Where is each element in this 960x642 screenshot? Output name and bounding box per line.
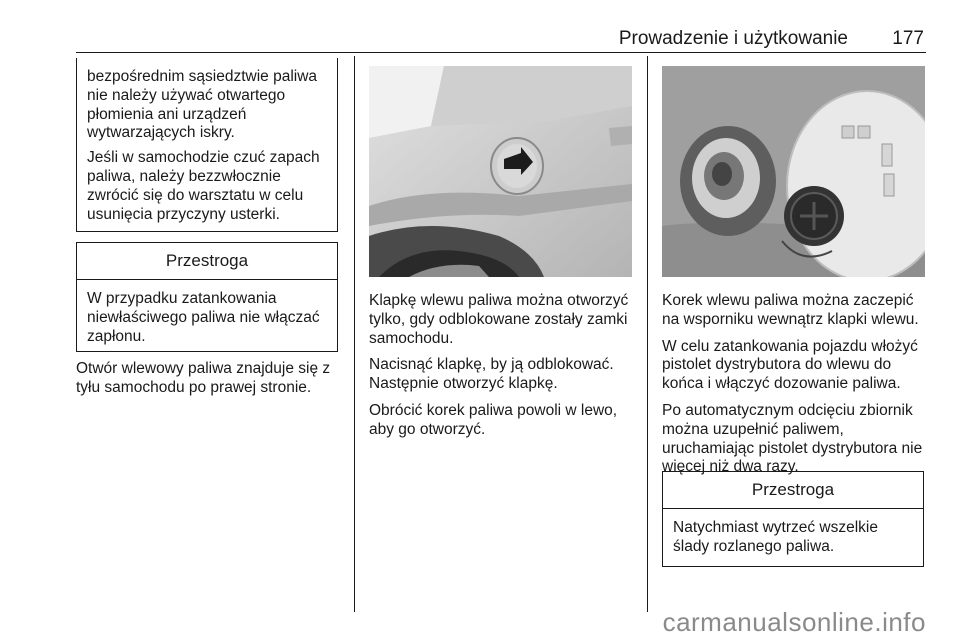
body-paragraph: Korek wlewu paliwa można zaczepić na wsporniku wewnątrz klapki wlewu.	[662, 292, 919, 328]
body-paragraph: W celu zatankowania pojazdu włożyć pistolet dystrybutora do wlewu do końca i włączyć dozowanie paliwa.	[662, 337, 918, 393]
column-divider	[354, 56, 355, 612]
caution-box-title: Przestroga	[663, 472, 923, 509]
caution-box-title: Przestroga	[77, 243, 337, 280]
body-paragraph: Otwór wlewowy paliwa znajduje się z tyłu samochodu po prawej stronie.	[76, 360, 331, 396]
car-rear-illustration	[369, 66, 632, 277]
warning-paragraph: bezpośrednim sąsiedztwie paliwa nie należy używać otwartego płomienia ani urządzeń wytwarzających iskry.	[87, 68, 318, 142]
watermark-text: carmanualsonline.info	[662, 607, 926, 637]
caution-box-text: Natychmiast wytrzeć wszelkie ślady rozlanego paliwa.	[673, 519, 878, 555]
body-paragraph: Po automatycznym odcięciu zbiornik można uzupełnić paliwem, uruchamiając pistolet dystrybutora nie więcej niż dwa razy.	[662, 401, 923, 476]
column-3-text	[662, 292, 930, 485]
caution-box	[76, 242, 338, 352]
body-paragraph: Obrócić korek paliwa powoli w lewo, aby go otworzyć.	[369, 401, 618, 438]
fuel-cap-illustration	[662, 66, 925, 277]
section-title: Prowadzenie i użytkowanie	[618, 28, 848, 49]
caution-box	[662, 471, 924, 567]
page-number: 177	[892, 28, 924, 49]
page-header	[76, 28, 926, 53]
caution-box-text: W przypadku zatankowania niewłaściwego paliwa nie włączać zapłonu.	[87, 290, 320, 345]
fuel-flap-photo	[369, 66, 632, 277]
body-paragraph: Klapkę wlewu paliwa można otworzyć tylko, gdy odblokowane zostały zamki samochodu.	[369, 292, 629, 347]
column-divider	[647, 56, 648, 612]
column-2-text	[369, 292, 637, 448]
column-1-text	[76, 360, 344, 406]
fuel-cap-photo	[662, 66, 925, 277]
body-paragraph: Nacisnąć klapkę, by ją odblokować. Następnie otworzyć klapkę.	[369, 356, 614, 393]
warning-paragraph: Jeśli w samochodzie czuć zapach paliwa, należy bezzwłocznie zwrócić się do warsztatu w celu usunięcia przyczyny usterki.	[87, 149, 320, 223]
warning-box-continued	[76, 58, 338, 232]
